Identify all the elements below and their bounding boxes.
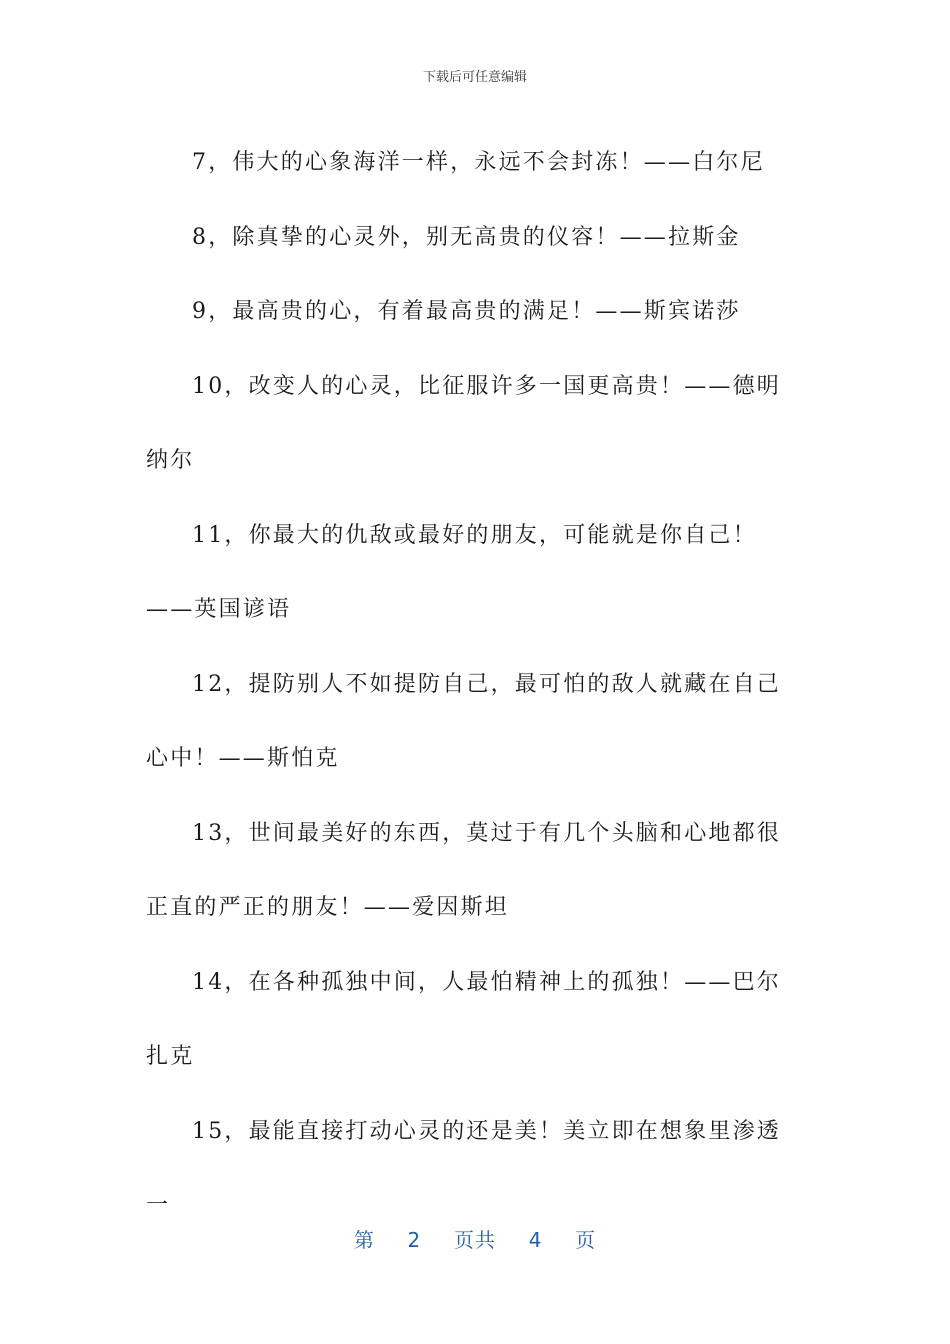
quote-paragraph-7: 7，伟大的心象海洋一样，永远不会封冻！——白尔尼 [192, 150, 765, 175]
page-footer [0, 1224, 950, 1253]
footer-prefix: 第 [353, 1228, 375, 1252]
quote-paragraph-8: 8，除真挚的心灵外，别无高贵的仪容！——拉斯金 [192, 224, 741, 250]
footer-middle: 页共 [454, 1228, 496, 1252]
footer-suffix: 页 [575, 1228, 597, 1252]
quote-paragraph-11: 11，你最大的仇敌或最好的朋友，可能就是你自己！——英国谚语 [146, 522, 757, 622]
quote-paragraph-13: 13，世间最美好的东西，莫过于有几个头脑和心地都很正直的严正的朋友！——爱因斯坦 [146, 820, 781, 920]
footer-page-number: 2 [407, 1228, 422, 1252]
body-text [146, 126, 794, 1244]
footer-total-pages: 4 [528, 1228, 543, 1252]
page-header: 下载后可任意编辑 [422, 70, 527, 85]
quote-paragraph-15: 15，最能直接打动心灵的还是美！美立即在想象里渗透一 [146, 1118, 781, 1218]
quote-paragraph-12: 12，提防别人不如提防自己，最可怕的敌人就藏在自己心中！——斯怕克 [146, 671, 781, 771]
quote-paragraph-14: 14，在各种孤独中间，人最怕精神上的孤独！——巴尔扎克 [146, 969, 781, 1069]
quote-paragraph-10: 10，改变人的心灵，比征服许多一国更高贵！——德明纳尔 [146, 373, 781, 473]
quote-paragraph-9: 9，最高贵的心，有着最高贵的满足！——斯宾诺莎 [192, 299, 741, 324]
